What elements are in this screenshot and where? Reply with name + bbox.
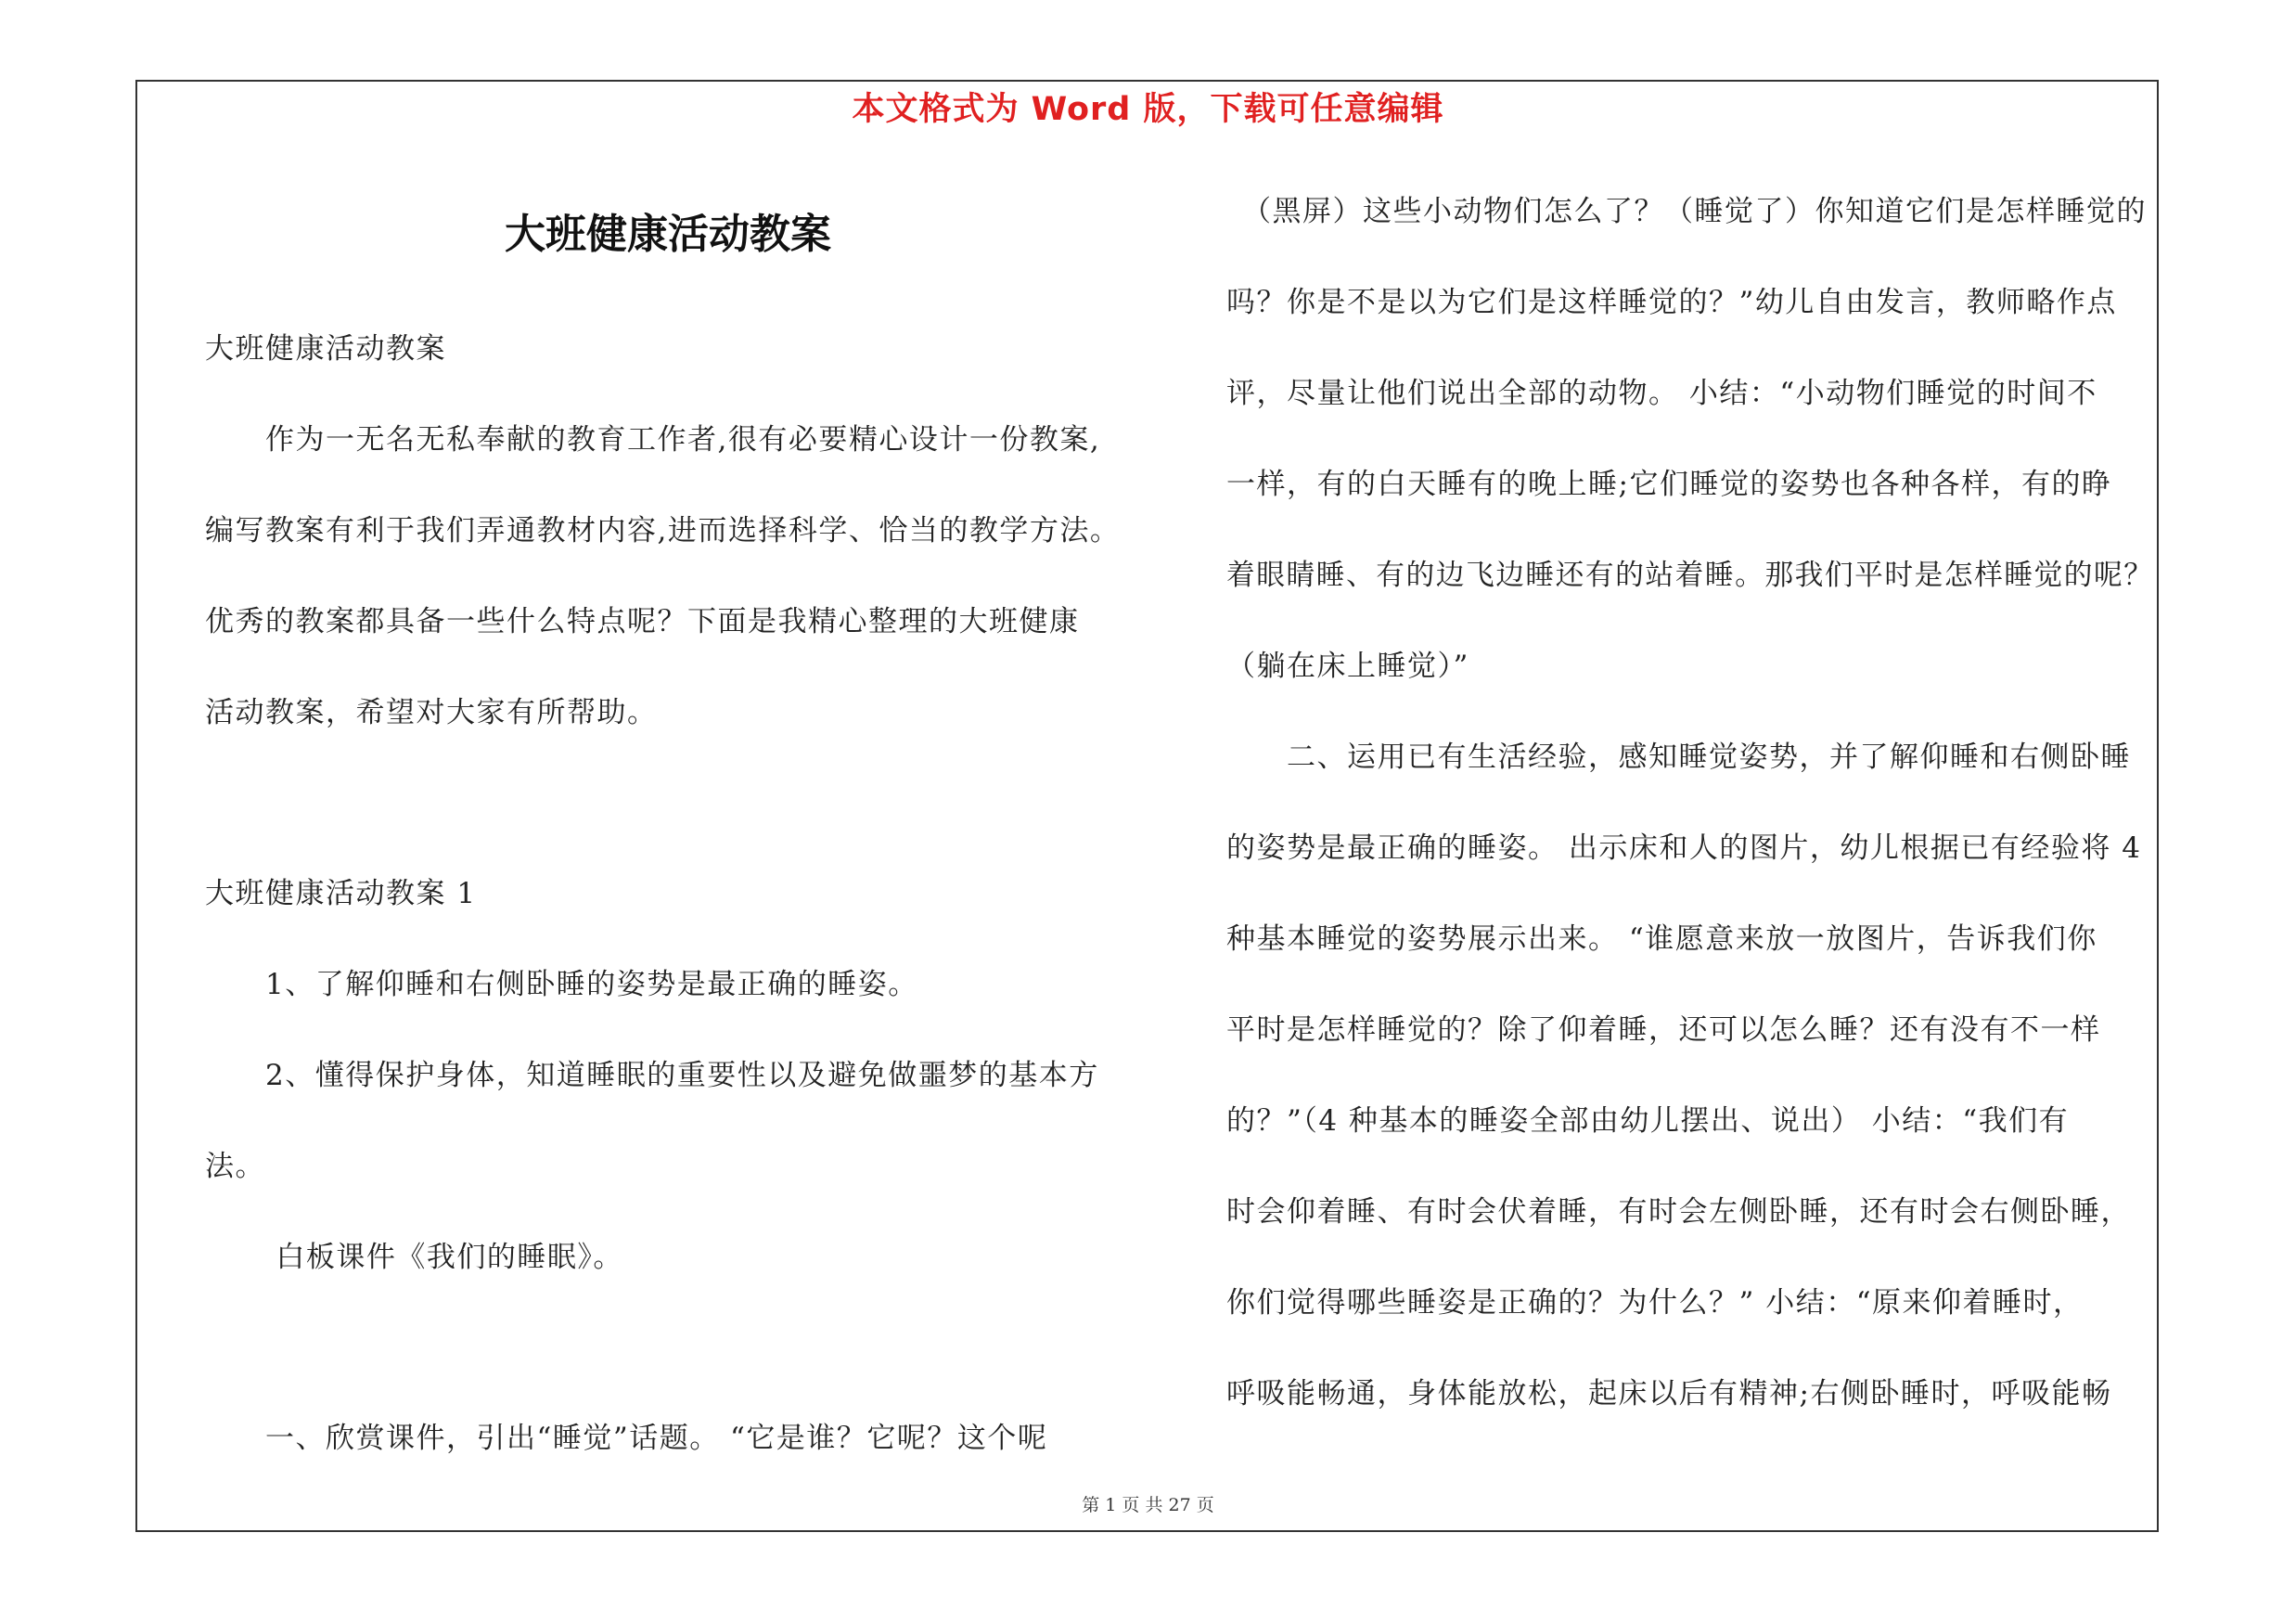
paragraph-line: 时会仰着睡、有时会伏着睡，有时会左侧卧睡，还有时会右侧卧睡， (1226, 1195, 2131, 1229)
paragraph-line: 呼吸能畅通，身体能放松，起床以后有精神;右侧卧睡时，呼吸能畅 (1226, 1377, 2112, 1410)
paragraph-line: 着眼睛睡、有的边飞边睡还有的站着睡。那我们平时是怎样睡觉的呢？ (1226, 559, 2154, 592)
format-banner: 本文格式为 Word 版，下载可任意编辑 (852, 91, 1444, 128)
page-number-footer: 第 1 页 共 27 页 (1082, 1495, 1214, 1515)
paragraph-line: 你们觉得哪些睡姿是正确的？为什么？” 小结：“原来仰着睡时， (1226, 1286, 2084, 1320)
section-heading: 大班健康活动教案 1 (205, 877, 477, 910)
paragraph-line: 白板课件《我们的睡眠》。 (205, 1241, 623, 1274)
paragraph-line: （黑屏）这些小动物们怎么了？（睡觉了）你知道它们是怎样睡觉的 (1226, 195, 2147, 228)
paragraph-line: 一、欣赏课件，引出“睡觉”话题。 “它是谁？它呢？这个呢 (205, 1422, 1048, 1455)
paragraph-line: 的姿势是最正确的睡姿。 出示床和人的图片，幼儿根据已有经验将 4 (1226, 831, 2142, 865)
paragraph-line: （躺在床上睡觉）” (1226, 650, 1469, 683)
subtitle-line: 大班健康活动教案 (205, 332, 446, 366)
paragraph-line: 种基本睡觉的姿势展示出来。 “谁愿意来放一放图片，告诉我们你 (1226, 922, 2097, 956)
document-title: 大班健康活动教案 (505, 211, 831, 258)
paragraph-line: 2、懂得保护身体，知道睡眠的重要性以及避免做噩梦的基本方 (205, 1059, 1099, 1092)
paragraph-line: 评，尽量让他们说出全部的动物。 小结：“小动物们睡觉的时间不 (1226, 377, 2097, 410)
paragraph-line: 优秀的教案都具备一些什么特点呢？下面是我精心整理的大班健康 (205, 605, 1080, 638)
paragraph-line: 作为一无名无私奉献的教育工作者,很有必要精心设计一份教案, (205, 423, 1101, 457)
paragraph-line: 二、运用已有生活经验，感知睡觉姿势，并了解仰睡和右侧卧睡 (1226, 741, 2131, 774)
paragraph-line: 法。 (205, 1150, 265, 1183)
paragraph-line: 活动教案，希望对大家有所帮助。 (205, 696, 658, 729)
paragraph-line: 一样，有的白天睡有的晚上睡;它们睡觉的姿势也各种各样，有的睁 (1226, 468, 2112, 501)
paragraph-line: 1、了解仰睡和右侧卧睡的姿势是最正确的睡姿。 (205, 968, 918, 1001)
paragraph-line: 吗？你是不是以为它们是这样睡觉的？”幼儿自由发言，教师略作点 (1226, 286, 2117, 319)
paragraph-line: 的？”（4 种基本的睡姿全部由幼儿摆出、说出） 小结：“我们有 (1226, 1104, 2070, 1138)
paragraph-line: 编写教案有利于我们弄通教材内容,进而选择科学、恰当的教学方法。 (205, 514, 1121, 547)
paragraph-line: 平时是怎样睡觉的？除了仰着睡，还可以怎么睡？还有没有不一样 (1226, 1013, 2101, 1047)
